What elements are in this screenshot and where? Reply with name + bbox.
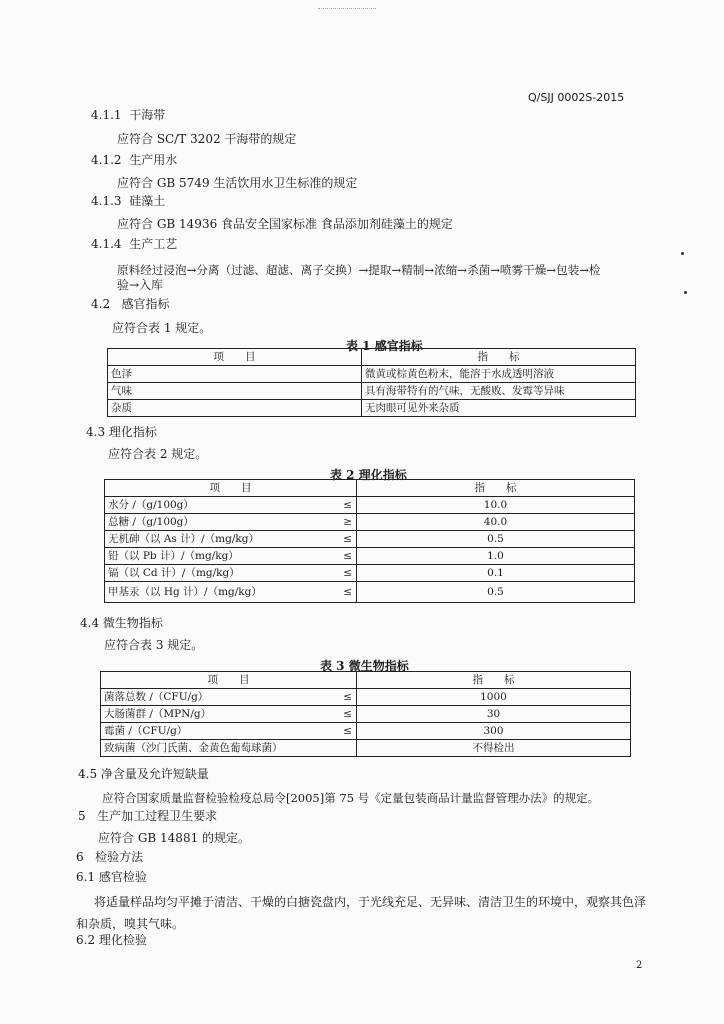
section-title: 检验方法 — [95, 850, 144, 864]
table3-caption: 表 3 微生物指标 — [320, 659, 409, 673]
table-cell-operator: ≤ — [305, 548, 357, 565]
section-heading-4-4 — [80, 615, 163, 631]
table-row — [108, 383, 636, 400]
table-cell-value: 0.1 — [357, 565, 635, 582]
table-cell-value: 微黄或棕黄色粉末，能溶于水成透明溶液 — [362, 366, 636, 383]
table-header-value: 指 标 — [357, 480, 635, 497]
table-row — [101, 723, 631, 740]
table-cell-item: 总糖 /（g/100g） — [105, 514, 305, 531]
table-cell-value: 300 — [357, 723, 631, 740]
section-body-5: 应符合 GB 14881 的规定。 — [98, 831, 251, 845]
section-title: 理化检验 — [98, 933, 147, 947]
table-row — [105, 497, 635, 514]
section-heading-4-5 — [78, 766, 209, 782]
section-title: 微生物指标 — [102, 616, 163, 630]
table3-microbial — [100, 671, 631, 757]
table-header-row — [101, 672, 631, 689]
table-cell-operator: ≥ — [305, 514, 357, 531]
table-header-row — [108, 349, 636, 366]
table-cell-operator: ≤ — [305, 497, 357, 514]
section-number: 5 — [78, 809, 86, 823]
table-cell-value: 1000 — [357, 689, 631, 706]
table-row — [105, 582, 635, 603]
table-cell-item: 大肠菌群 /（MPN/g） — [101, 706, 299, 723]
section-heading-6-2 — [76, 932, 147, 948]
section-title: 净含量及允许短缺量 — [100, 767, 209, 781]
table-cell-operator: ≤ — [299, 706, 357, 723]
section-body-4-4: 应符合表 3 规定。 — [104, 638, 204, 652]
table-header-value: 指 标 — [357, 672, 631, 689]
table-cell-item: 致病菌（沙门氏菌、金黄色葡萄球菌） — [101, 740, 357, 757]
table-cell-item: 甲基汞（以 Hg 计）/（mg/kg） — [105, 582, 305, 603]
section-heading-4-1-2 — [91, 152, 177, 168]
section-number: 6.1 — [76, 870, 96, 884]
table-cell-item: 气味 — [108, 383, 362, 400]
section-title: 干海带 — [129, 108, 166, 122]
section-title: 生产用水 — [129, 153, 178, 167]
table-row — [105, 514, 635, 531]
section-heading-6-1 — [76, 869, 147, 885]
table-header-item: 项 目 — [105, 480, 357, 497]
section-number: 4.5 — [78, 767, 98, 781]
section-title: 生产加工过程卫生要求 — [97, 809, 218, 823]
table-row — [108, 400, 636, 417]
section-body-4-1-4-line2: 验→入库 — [117, 278, 164, 292]
table-row — [105, 548, 635, 565]
section-body-4-1-1: 应符合 SC/T 3202 干海带的规定 — [117, 132, 297, 146]
section-number: 6.2 — [76, 933, 96, 947]
section-heading-4-1-1 — [91, 107, 165, 123]
section-body-4-3: 应符合表 2 规定。 — [108, 447, 208, 461]
table-cell-operator: ≤ — [299, 723, 357, 740]
section-number: 4.2 — [91, 297, 111, 311]
table-header-item: 项 目 — [101, 672, 357, 689]
table-cell-item: 霉菌 /（CFU/g） — [101, 723, 299, 740]
page-number: 2 — [636, 960, 643, 971]
table-header-row — [105, 480, 635, 497]
table-cell-operator: ≤ — [305, 565, 357, 582]
table1-caption: 表 1 感官指标 — [346, 339, 423, 353]
table-cell-value: 具有海带特有的气味，无酸败、发霉等异味 — [362, 383, 636, 400]
section-title: 感官检验 — [98, 870, 147, 884]
table-row — [108, 366, 636, 383]
section-number: 4.1.2 — [91, 153, 122, 167]
table-cell-value: 无肉眼可见外来杂质 — [362, 400, 636, 417]
table-cell-operator: ≤ — [305, 531, 357, 548]
scan-speck — [681, 252, 684, 255]
section-number: 4.4 — [80, 616, 100, 630]
section-body-6-1: 将适量样品均匀平摊于清洁、干燥的白搪瓷盘内，于光线充足、无异味、清洁卫生的环境中，观察其色泽和杂质，嗅其气味。 — [76, 895, 647, 931]
section-number: 6 — [76, 850, 84, 864]
section-title: 硅藻土 — [129, 194, 166, 208]
table-cell-item: 杂质 — [108, 400, 362, 417]
table-cell-item: 水分 /（g/100g） — [105, 497, 305, 514]
table-cell-value: 40.0 — [357, 514, 635, 531]
table2-caption: 表 2 理化指标 — [330, 468, 407, 482]
section-body-4-1-2: 应符合 GB 5749 生活饮用水卫生标准的规定 — [117, 176, 358, 190]
section-number: 4.1.4 — [91, 237, 122, 251]
table2-physicochemical — [104, 479, 635, 603]
section-heading-5 — [78, 808, 217, 824]
section-heading-4-1-4 — [91, 236, 177, 252]
section-body-4-2: 应符合表 1 规定。 — [112, 321, 212, 335]
table-cell-operator: ≤ — [299, 689, 357, 706]
table-row — [105, 565, 635, 582]
table-cell-item: 无机砷（以 As 计）/（mg/kg） — [105, 531, 305, 548]
table-cell-item: 菌落总数 /（CFU/g） — [101, 689, 299, 706]
table-cell-value: 1.0 — [357, 548, 635, 565]
section-heading-4-1-3 — [91, 193, 165, 209]
table-header-item: 项 目 — [108, 349, 362, 366]
section-title: 生产工艺 — [129, 237, 178, 251]
scan-smudge — [318, 8, 376, 15]
document-code: Q/SJJ 0002S-2015 — [528, 91, 625, 104]
table-row — [101, 706, 631, 723]
table-header-value: 指 标 — [362, 349, 636, 366]
table-cell-value: 不得检出 — [357, 740, 631, 757]
section-heading-4-3 — [86, 424, 157, 440]
table-cell-operator: ≤ — [305, 582, 357, 603]
scan-speck — [684, 291, 687, 294]
section-title: 感官指标 — [121, 297, 170, 311]
table-row — [101, 689, 631, 706]
section-body-4-5: 应符合国家质量监督检验检疫总局令[2005]第 75 号《定量包装商品计量监督管理办法》的规定。 — [102, 791, 600, 805]
section-heading-4-2 — [91, 296, 170, 312]
table-cell-value: 10.0 — [357, 497, 635, 514]
table-cell-value: 0.5 — [357, 582, 635, 603]
table-row — [105, 531, 635, 548]
section-heading-6 — [76, 849, 143, 865]
section-number: 4.1.1 — [91, 108, 122, 122]
section-title: 理化指标 — [108, 425, 157, 439]
table-row — [101, 740, 631, 757]
table-cell-item: 色泽 — [108, 366, 362, 383]
table-cell-item: 镉（以 Cd 计）/（mg/kg） — [105, 565, 305, 582]
section-body-4-1-3: 应符合 GB 14936 食品安全国家标准 食品添加剂硅藻土的规定 — [117, 217, 453, 231]
table-cell-value: 30 — [357, 706, 631, 723]
table-cell-value: 0.5 — [357, 531, 635, 548]
table-cell-item: 铅（以 Pb 计）/（mg/kg） — [105, 548, 305, 565]
table1-sensory — [107, 348, 636, 417]
section-number: 4.3 — [86, 425, 106, 439]
section-body-4-1-4-line1: 原料经过浸泡→分离（过滤、超滤、离子交换）→提取→精制→浓缩→杀菌→喷雾干燥→包装→检 — [117, 263, 601, 277]
section-number: 4.1.3 — [91, 194, 122, 208]
